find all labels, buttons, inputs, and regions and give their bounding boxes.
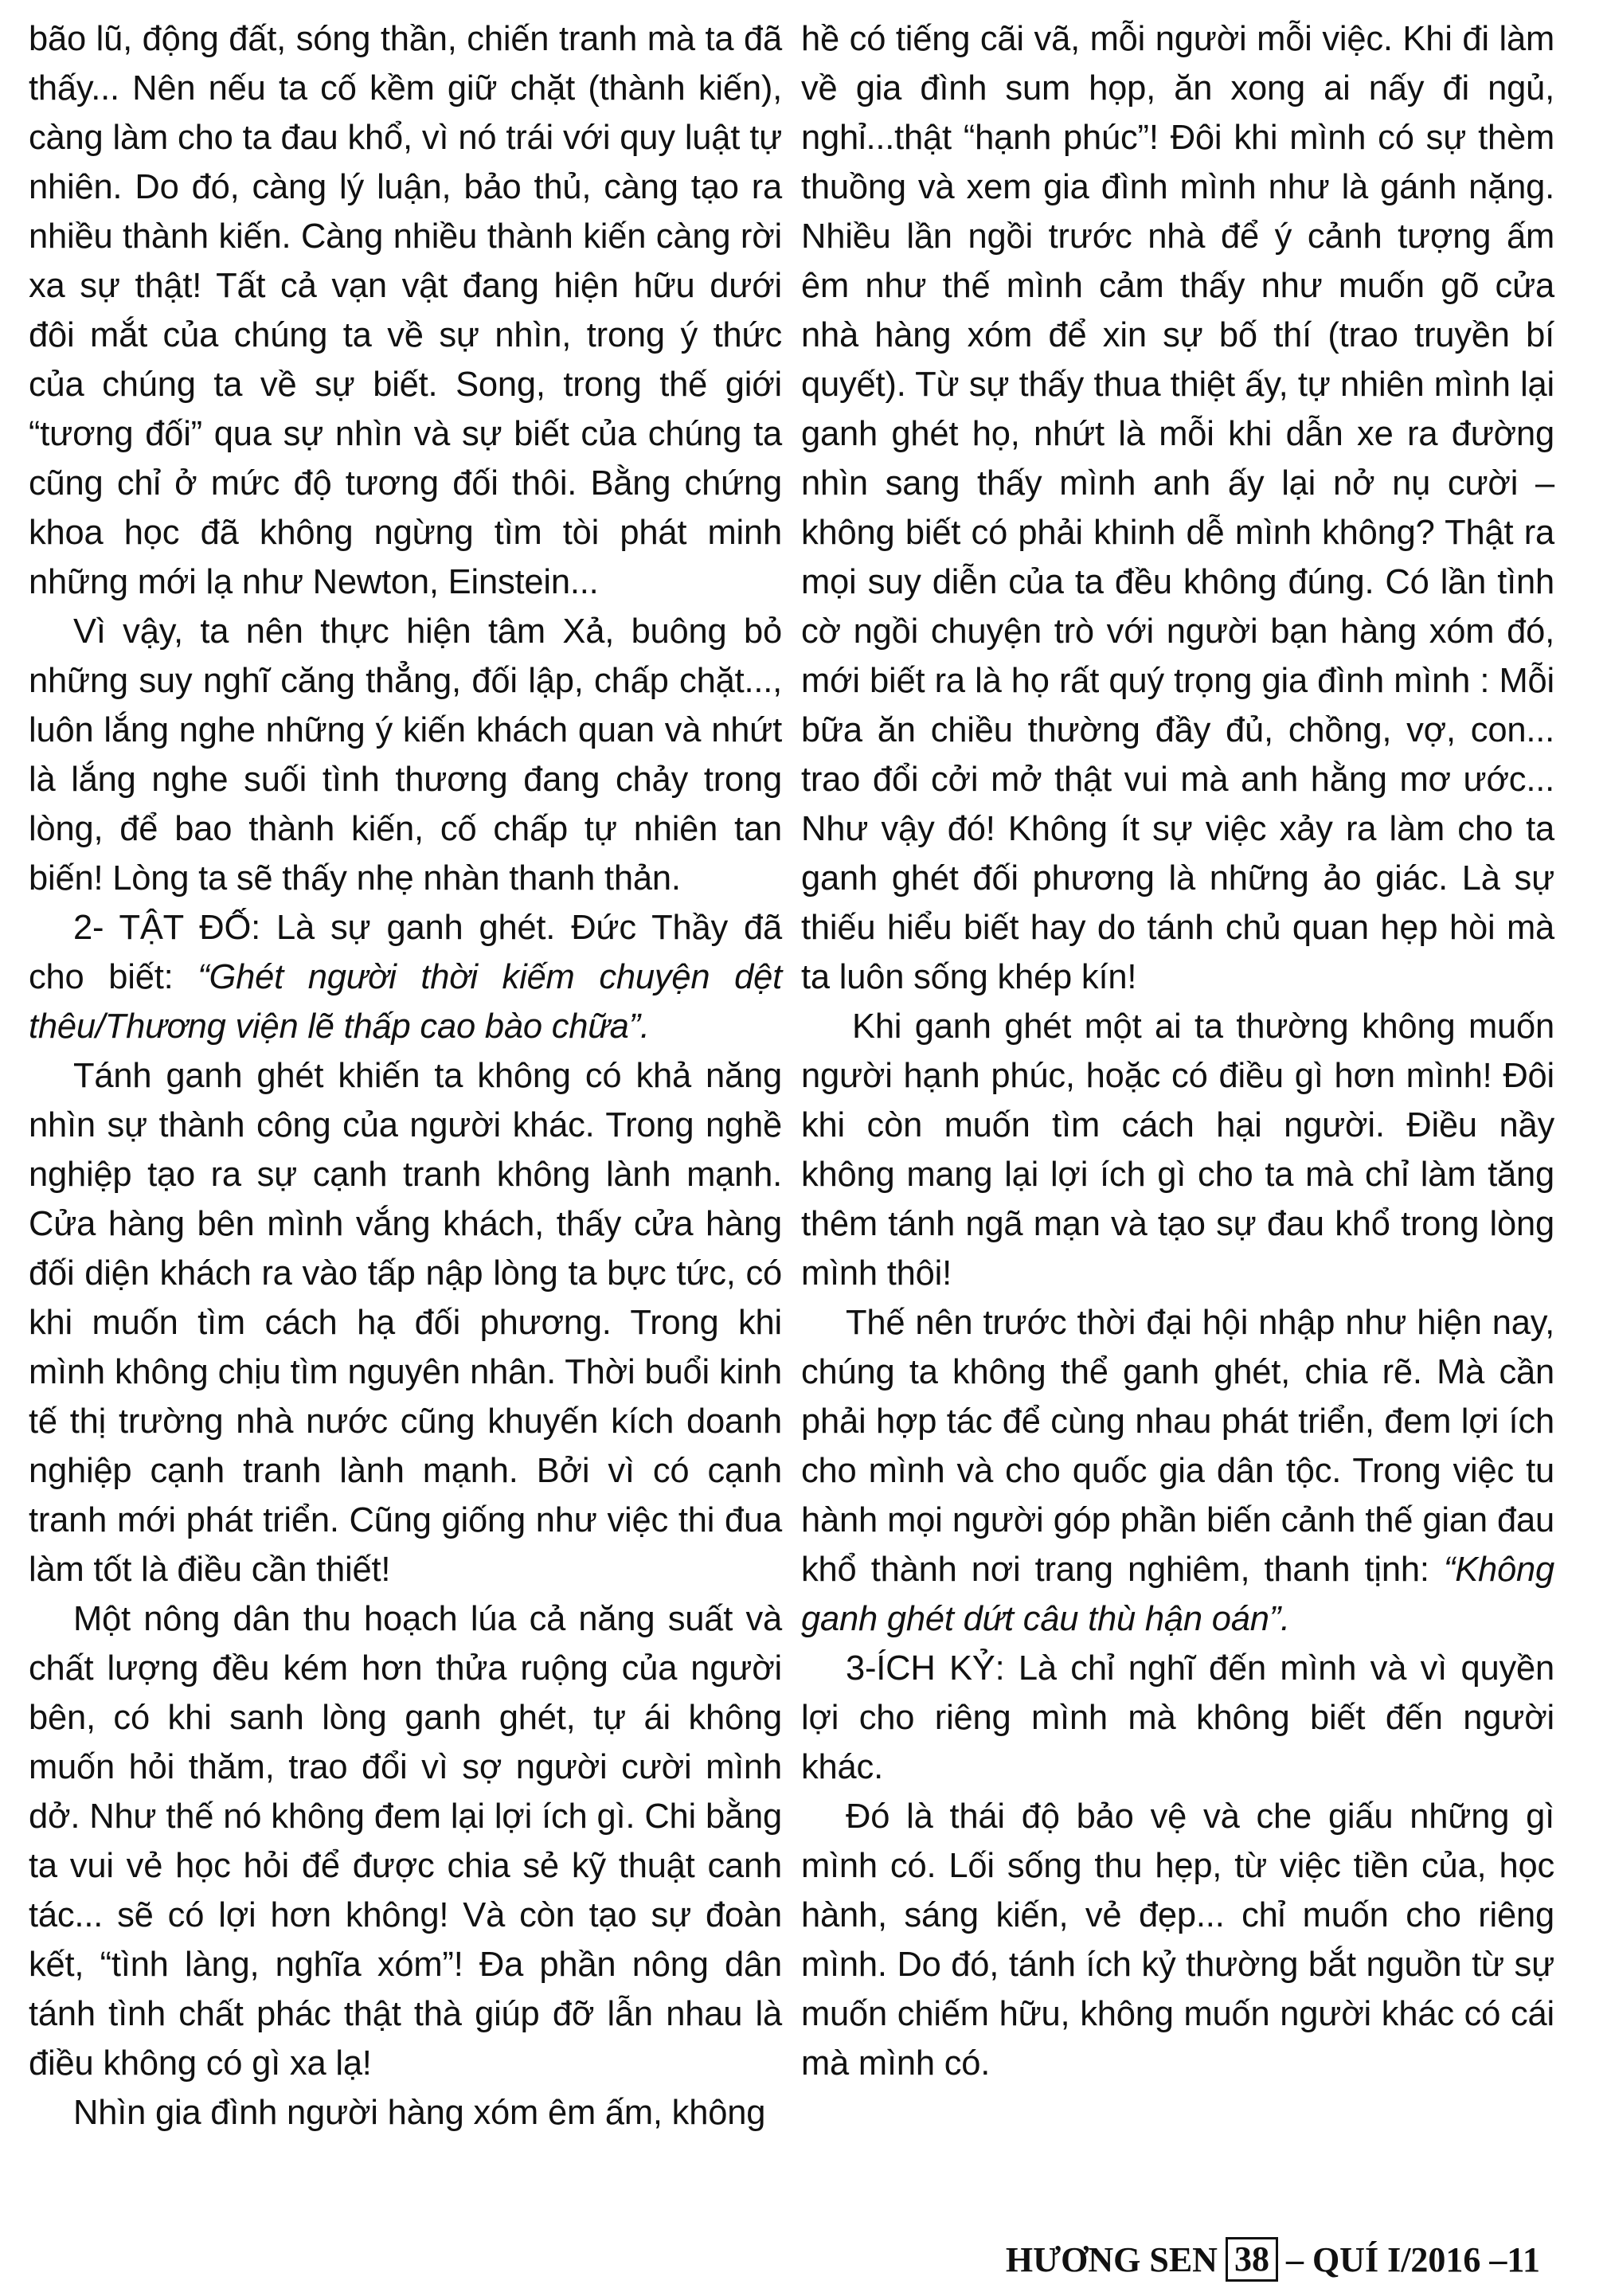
body-paragraph: Một nông dân thu hoạch lúa cả năng suất và chất lượng đều kém hơn thửa ruộng của người bên, có khi sanh lòng ganh ghét, tự ái không muốn hỏi thăm, trao đổi vì sợ người cười mình dở. Như thế nó không đem lại lợi ích gì. Chi bằng ta vui vẻ học hỏi để được chia sẻ kỹ thuật canh tác... sẽ có lợi hơn không! Và còn tạo sự đoàn kết, “tình làng, nghĩa xóm”! Đa phần nông dân tánh tình chất phác thật thà giúp đỡ lẫn nhau là điều không có gì xa lạ! xyxy=(29,1600,782,2083)
publication-name: HƯƠNG SEN xyxy=(1005,2239,1218,2279)
section-paragraph-ich-ky: 3-ÍCH KỶ: Là chỉ nghĩ đến mình và vì quyền lợi cho riêng mình mà không biết đến người khác. xyxy=(801,1649,1554,1786)
left-column xyxy=(29,14,782,2138)
page-number-box: 38 xyxy=(1226,2237,1278,2282)
quote-text: “Không ganh ghét dứt câu thù hận oán”. xyxy=(801,1551,1554,1638)
body-paragraph: Nhìn gia đình người hàng xóm êm ấm, không xyxy=(73,2094,766,2132)
body-paragraph: Vì vậy, ta nên thực hiện tâm Xả, buông bỏ những suy nghĩ căng thẳng, đối lập, chấp chặt..., luôn lắng nghe những ý kiến khách quan và nhứt là lắng nghe suối tình thương đang chảy trong lòng, để bao thành kiến, cố chấp tự nhiên tan biến! Lòng ta sẽ thấy nhẹ nhàn thanh thản. xyxy=(29,612,782,898)
quote-text: “Ghét người thời kiếm chuyện dệt thêu/Thương viện lẽ thấp cao bào chữa”. xyxy=(29,958,782,1046)
body-paragraph: Tánh ganh ghét khiến ta không có khả năng nhìn sự thành công của người khác. Trong nghề nghiệp tạo ra sự cạnh tranh không lành mạnh. Cửa hàng bên mình vắng khách, thấy cửa hàng đối diện khách ra vào tấp nập lòng ta bực tức, có khi muốn tìm cách hạ đối phương. Trong khi mình không chịu tìm nguyên nhân. Thời buổi kinh tế thị trường nhà nước cũng khuyến kích doanh nghiệp cạnh tranh lành mạnh. Bởi vì có cạnh tranh mới phát triển. Cũng giống như việc thi đua làm tốt là điều cần thiết! xyxy=(29,1057,782,1589)
paragraph-lead-text: Thế nên trước thời đại hội nhập như hiện nay, chúng ta không thể ganh ghét, chia rẽ. Mà cần phải hợp tác để cùng nhau phát triển, đem lợi ích cho mình và cho quốc gia dân tộc. Trong việc tu hành mọi người góp phần biến cảnh thế gian đau khổ thành nơi trang nghiêm, thanh tịnh: xyxy=(801,1304,1554,1589)
body-paragraph: bão lũ, động đất, sóng thần, chiến tranh mà ta đã thấy... Nên nếu ta cố kềm giữ chặt (thành kiến), càng làm cho ta đau khổ, vì nó trái với quy luật tự nhiên. Do đó, càng lý luận, bảo thủ, càng tạo ra nhiều thành kiến. Càng nhiều thành kiến càng rời xa sự thật! Tất cả vạn vật đang hiện hữu dưới đôi mắt của chúng ta về sự nhìn, trong ý thức của chúng ta về sự biết. Song, trong thế giới “tương đối” qua sự nhìn và sự biết của chúng ta cũng chỉ ở mức độ tương đối thôi. Bằng chứng khoa học đã không ngừng tìm tòi phát minh những mới lạ như Newton, Einstein... xyxy=(29,20,782,601)
section-lead-text: 2- TẬT ĐỐ: Là sự ganh ghét. Đức Thầy đã cho biết: xyxy=(29,909,782,996)
section-paragraph-tat-do xyxy=(29,903,782,1051)
body-paragraph: hề có tiếng cãi vã, mỗi người mỗi việc. Khi đi làm về gia đình sum họp, ăn xong ai nấy đi ngủ, nghỉ...thật “hạnh phúc”! Đôi khi mình có sự thèm thuồng và xem gia đình mình như là gánh nặng. Nhiều lần ngồi trước nhà để ý cảnh tượng ấm êm như thế mình cảm thấy như muốn gõ cửa nhà hàng xóm để xin sự bố thí (trao truyền bí quyết). Từ sự thấy thua thiệt ấy, tự nhiên mình lại ganh ghét họ, nhứt là mỗi khi dẫn xe ra đường nhìn sang thấy mình anh ấy lại nở nụ cười – không biết có phải khinh dễ mình không? Thật ra mọi suy diễn của ta đều không đúng. Có lần tình cờ ngồi chuyện trò với người bạn hàng xóm đó, mới biết ra là họ rất quý trọng gia đình mình : Mỗi bữa ăn chiều thường đầy đủ, chồng, vợ, con... trao đổi cởi mở thật vui mà anh hằng mơ ước... Như vậy đó! Không ít sự việc xảy ra làm cho ta ganh ghét đối phương là những ảo giác. Là sự thiếu hiểu biết hay do tánh chủ quan hẹp hòi mà ta luôn sống khép kín! xyxy=(801,20,1554,996)
body-paragraph: Đó là thái độ bảo vệ và che giấu những gì mình có. Lối sống thu hẹp, từ việc tiền của, học hành, sáng kiến, vẻ đẹp... chỉ muốn cho riêng mình. Do đó, tánh ích kỷ thường bắt nguồn từ sự muốn chiếm hữu, không muốn người khác có cái mà mình có. xyxy=(801,1797,1554,2083)
body-paragraph: Khi ganh ghét một ai ta thường không muốn người hạnh phúc, hoặc có điều gì hơn mình! Đôi khi còn muốn tìm cách hại người. Điều nầy không mang lại lợi ích gì cho ta mà chỉ làm tăng thêm tánh ngã mạn và tạo sự đau khổ trong lòng mình thôi! xyxy=(801,1007,1554,1293)
issue-label: – QUÍ I/2016 –11 xyxy=(1285,2239,1540,2279)
right-column xyxy=(801,14,1554,2088)
body-paragraph-with-quote xyxy=(801,1298,1554,1644)
page-footer xyxy=(1006,2236,1540,2282)
